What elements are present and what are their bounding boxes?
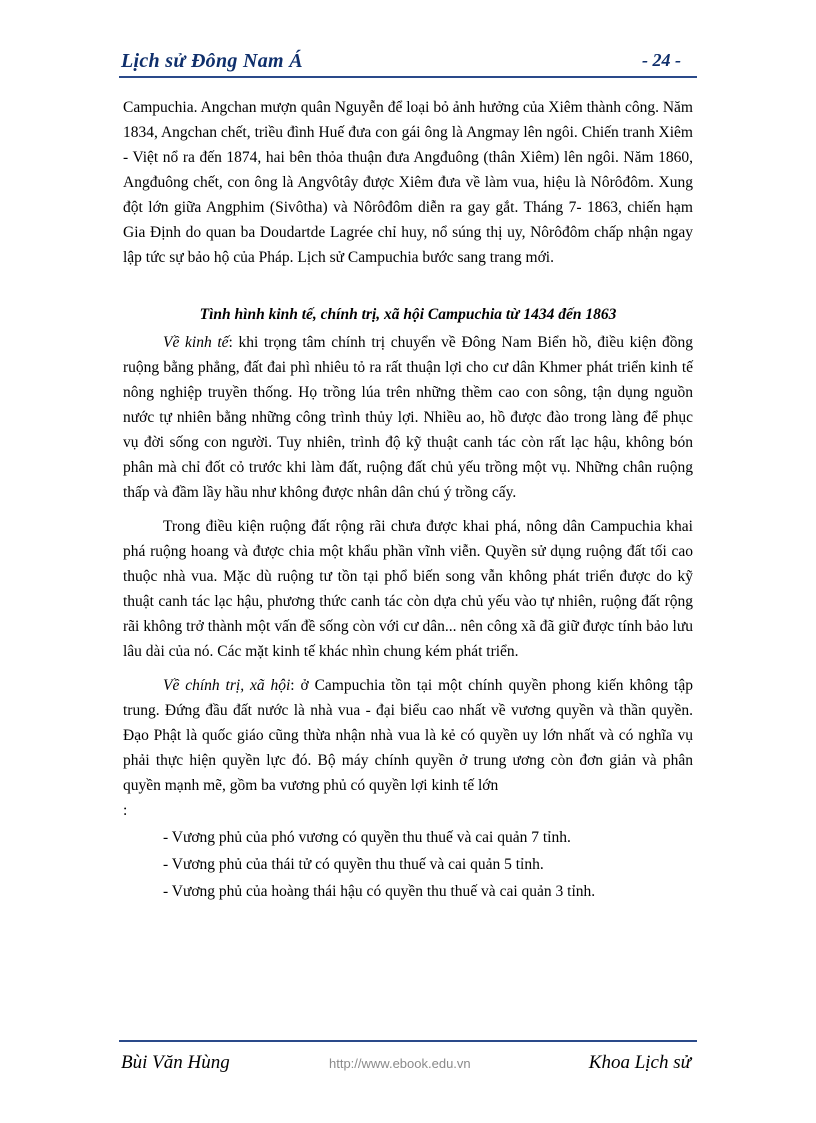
header-rule (119, 76, 697, 78)
list-item-3: - Vương phủ của hoàng thái hậu có quyền thu thuế và cai quản 3 tỉnh. (163, 883, 596, 900)
economy-text: : khi trọng tâm chính trị chuyển về Đông Nam Biển hồ, điều kiện đồng ruộng bằng phẳng, đất đai phì nhiêu tỏ ra rất thuận lợi cho cư dân Khmer phát triển kinh tế nông nghiệp truyền thống. Họ trồng lúa trên những thềm cao con sông, tận dụng nguồn nước tự nhiên bằng những công trình thủy lợi. Nhiều ao, hồ được đào trong làng để phục vụ đời sống con người. Tuy nhiên, trình độ kỹ thuật canh tác còn rất lạc hậu, không bón phân mà chỉ đốt cỏ trước khi làm đất, ruộng đất chủ yếu trồng một vụ. Những chân ruộng thấp và đầm lầy hầu như không được nhân dân chú ý trồng cấy. (123, 334, 693, 501)
page-content (123, 95, 693, 904)
page-header (119, 44, 697, 80)
footer-rule (119, 1040, 697, 1042)
list-item-2: - Vương phủ của thái tử có quyền thu thuế và cai quản 5 tỉnh. (163, 856, 544, 873)
footer-url[interactable]: http://www.ebook.edu.vn (329, 1056, 471, 1071)
politics-text: : ở Campuchia tồn tại một chính quyền phong kiến không tập trung. Đứng đầu đất nước là nhà vua - đại biểu cao nhất về vương quyền và thần quyền. Đạo Phật là quốc giáo cũng thừa nhận nhà vua là kẻ có quyền uy lớn nhất và có nghĩa vụ phải thực hiện quyền lực đó. Bộ máy chính quyền ở trung ương còn đơn giản và phân quyền mạnh mẽ, gồm ba vương phủ có quyền lợi kinh tế lớn (123, 677, 693, 794)
economy-label: Về kinh tế (163, 334, 229, 351)
economy-paragraph (123, 330, 693, 505)
politics-colon: : (123, 802, 128, 819)
footer-department: Khoa Lịch sử (588, 1052, 691, 1073)
page-footer (119, 1040, 697, 1080)
header-title: Lịch sử Đông Nam Á (121, 50, 303, 72)
page-number: - 24 - (642, 50, 681, 70)
intro-paragraph: Campuchia. Angchan mượn quân Nguyễn để loại bỏ ảnh hưởng của Xiêm thành công. Năm 1834, Angchan chết, triều đình Huế đưa con gái ông là Angmay lên ngôi. Chiến tranh Xiêm - Việt nổ ra đến 1874, hai bên thỏa thuận đưa Angđuông (thân Xiêm) lên ngôi. Năm 1860, Angđuông chết, con ông là Angvôtây được Xiêm đưa về làm vua, hiệu là Nôrôđôm. Xung đột lớn giữa Angphim (Sivôtha) và Nôrôđôm diễn ra gay gắt. Tháng 7- 1863, chiến hạm Gia Định do quan ba Doudartde Lagrée chỉ huy, nổ súng thị uy, Nôrôđôm chấp nhận ngay lập tức sự bảo hộ của Pháp. Lịch sử Campuchia bước sang trang mới. (123, 99, 693, 266)
politics-label: Về chính trị, xã hội (163, 677, 291, 694)
footer-author: Bùi Văn Hùng (121, 1052, 230, 1073)
land-paragraph: Trong điều kiện ruộng đất rộng rãi chưa được khai phá, nông dân Campuchia khai phá ruộng hoang và được chia một khẩu phần vĩnh viễn. Quyền sử dụng ruộng đất tối cao thuộc nhà vua. Mặc dù ruộng tư tồn tại phổ biến song vẫn không phát triển được do kỹ thuật canh tác lạc hậu, phương thức canh tác còn dựa chủ yếu vào tự nhiên, ruộng đất rộng rãi không trở thành một vấn đề sống còn với cư dân... nên công xã đã giữ được tính bảo lưu lâu dài của nó. Các mặt kinh tế khác nhìn chung kém phát triển. (123, 518, 693, 660)
politics-paragraph (123, 673, 693, 798)
section-title: Tình hình kinh tế, chính trị, xã hội Campuchia từ 1434 đến 1863 (199, 306, 617, 323)
list-item-1: - Vương phủ của phó vương có quyền thu thuế và cai quản 7 tỉnh. (163, 829, 571, 846)
